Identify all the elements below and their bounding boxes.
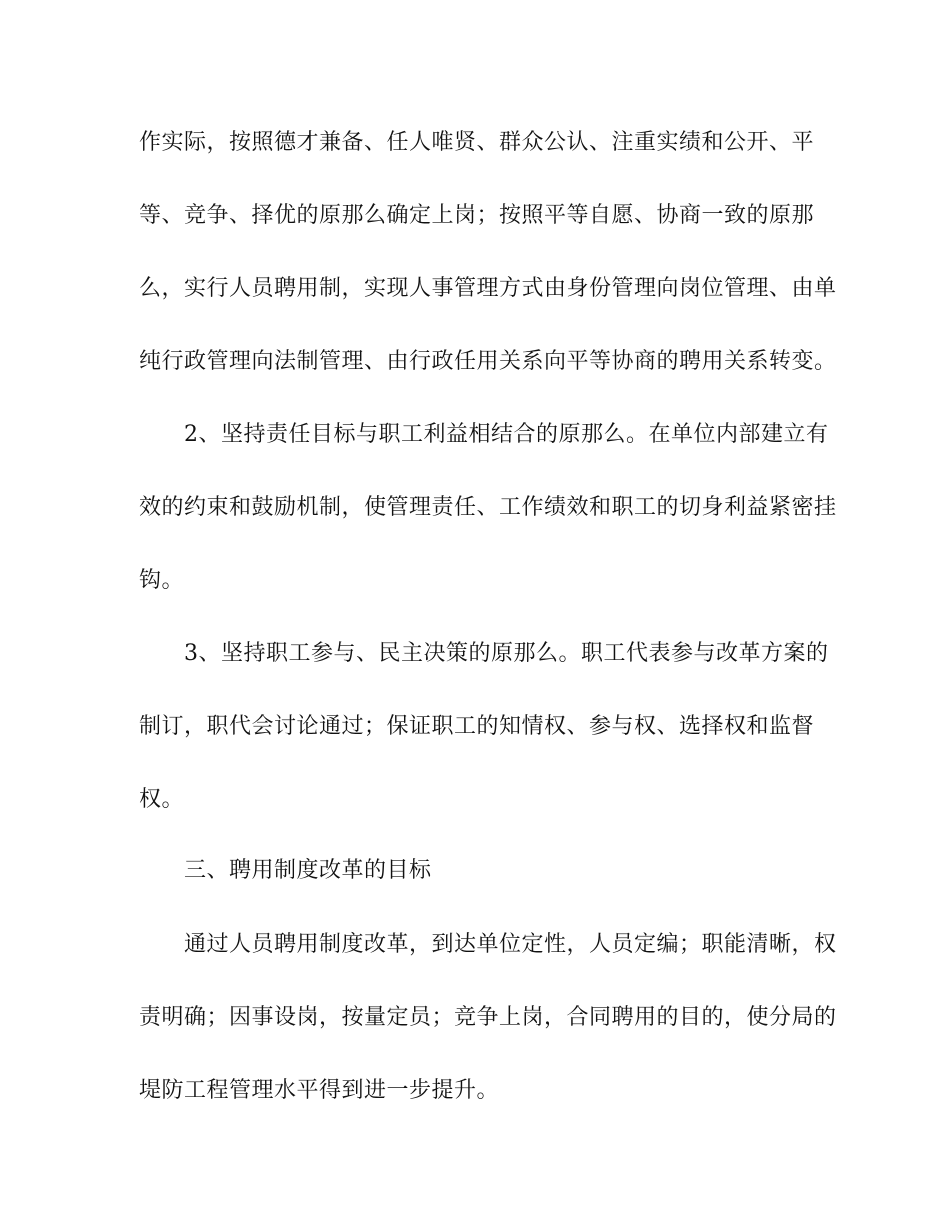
text-line: 作实际，按照德才兼备、任人唯贤、群众公认、注重实绩和公开、平 bbox=[139, 130, 815, 155]
text-line: 制订，职代会讨论通过；保证职工的知情权、参与权、选择权和监督 bbox=[139, 714, 815, 739]
text-line: 效的约束和鼓励机制，使管理责任、工作绩效和职工的切身利益紧密挂 bbox=[139, 495, 837, 520]
text-line: 权。 bbox=[139, 787, 185, 812]
text-line: 纯行政管理向法制管理、由行政任用关系向平等协商的聘用关系转变。 bbox=[139, 349, 837, 374]
paragraph-first-line: 3、坚持职工参与、民主决策的原那么。职工代表参与改革方案的 bbox=[184, 641, 829, 666]
text-line: 钩。 bbox=[139, 568, 185, 593]
text-line: 么，实行人员聘用制，实现人事管理方式由身份管理向岗位管理、由单 bbox=[139, 276, 837, 301]
section-heading: 三、聘用制度改革的目标 bbox=[184, 858, 432, 883]
text-line: 责明确；因事设岗，按量定员；竞争上岗，合同聘用的目的，使分局的 bbox=[139, 1005, 837, 1030]
text-line: 堤防工程管理水平得到进一步提升。 bbox=[139, 1078, 500, 1103]
text-line: 等、竞争、择优的原那么确定上岗；按照平等自愿、协商一致的原那 bbox=[139, 203, 815, 228]
paragraph-first-line: 2、坚持责任目标与职工利益相结合的原那么。在单位内部建立有 bbox=[184, 422, 829, 447]
paragraph-first-line: 通过人员聘用制度改革，到达单位定性，人员定编；职能清晰，权 bbox=[184, 932, 837, 957]
